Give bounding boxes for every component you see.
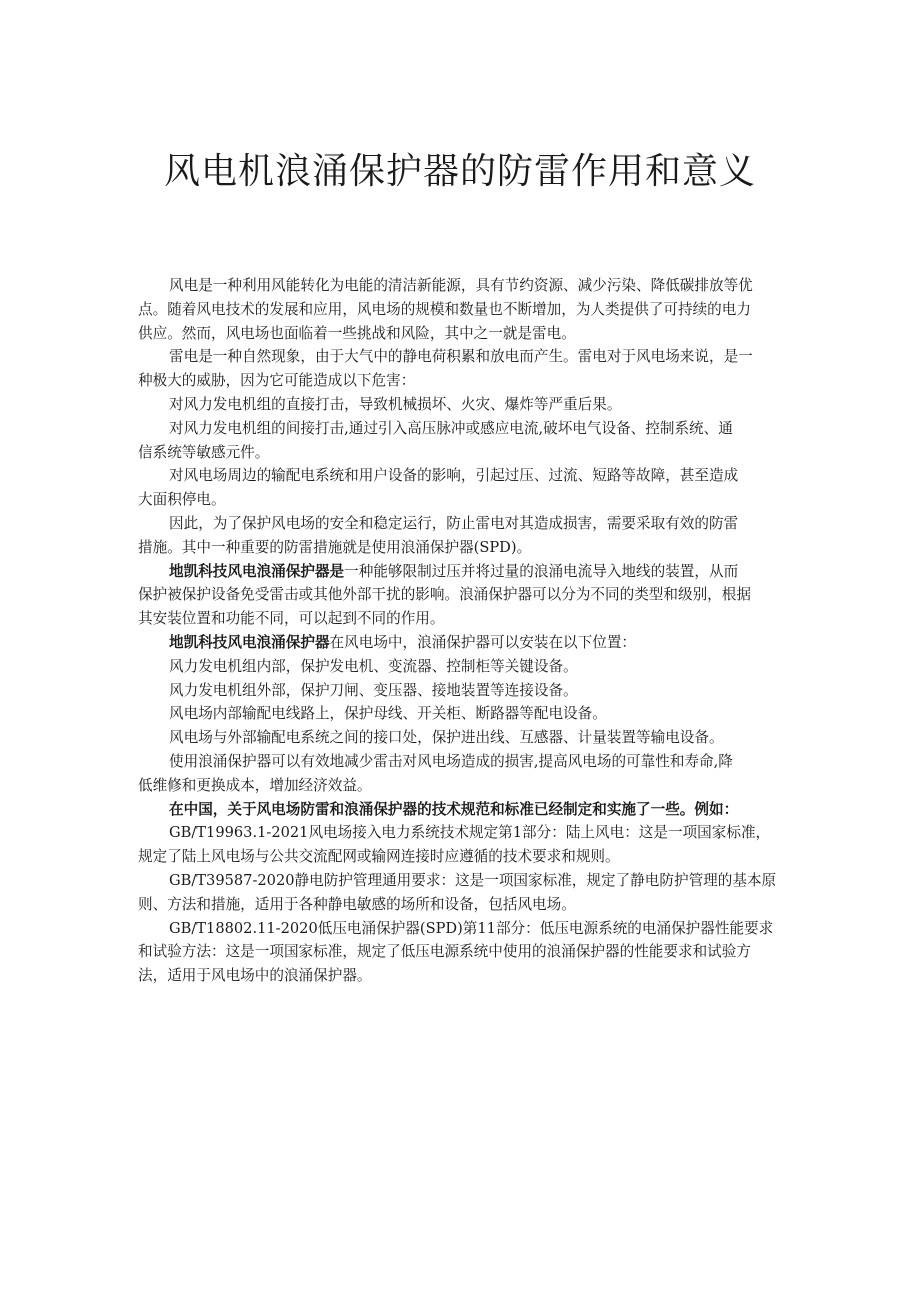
line-text: 信系统等敏感元件。 xyxy=(138,443,270,461)
text-line xyxy=(138,417,798,441)
line-text: 其安装位置和功能不同，可以起到不同的作用。 xyxy=(138,610,445,628)
text-line xyxy=(138,821,798,845)
text-line xyxy=(138,798,798,822)
text-line xyxy=(138,607,798,631)
line-text: 风电场内部输配电线路上，保护母线、开关柜、断路器等配电设备。 xyxy=(169,705,607,723)
text-line xyxy=(138,774,798,798)
line-text: 种极大的威胁，因为它可能造成以下危害： xyxy=(138,372,416,390)
line-text: 风电场与外部输配电系统之间的接口处，保护进出线、互感器、计量装置等输电设备。 xyxy=(169,729,724,747)
line-text: 供应。然而，风电场也面临着一些挑战和风险，其中之一就是雷电。 xyxy=(138,324,576,342)
bold-lead-text: 地凯科技风电浪涌保护器是 xyxy=(169,562,345,580)
line-text: 法，适用于风电场中的浪涌保护器。 xyxy=(138,967,372,985)
text-line xyxy=(138,322,798,346)
document-title: 风电机浪涌保护器的防雷作用和意义 xyxy=(163,151,756,192)
text-line xyxy=(138,464,798,488)
line-text: 低维修和更换成本，增加经济效益。 xyxy=(138,776,372,794)
text-line xyxy=(138,536,798,560)
text-line xyxy=(138,441,798,465)
document-body xyxy=(138,274,798,988)
text-line xyxy=(138,369,798,393)
line-text: 风力发电机组外部，保护刀闸、变压器、接地装置等连接设备。 xyxy=(169,681,578,699)
line-text: 措施。其中一种重要的防雷措施就是使用浪涌保护器(SPD)。 xyxy=(138,538,532,556)
line-text: 规定了陆上风电场与公共交流配网或输网连接时应遵循的技术要求和规则。 xyxy=(138,848,620,866)
line-text: 风力发电机组内部，保护发电机、变流器、控制柜等关键设备。 xyxy=(169,657,578,675)
text-line xyxy=(138,845,798,869)
line-text: 保护被保护设备免受雷击或其他外部干扰的影响。浪涌保护器可以分为不同的类型和级别，根据 xyxy=(138,586,751,604)
line-text: 对风电场周边的输配电系统和用户设备的影响，引起过压、过流、短路等故障，甚至造成 xyxy=(169,467,739,485)
bold-lead-text: 在中国，关于风电场防雷和浪涌保护器的技术规范和标准已经制定和实施了一些。例如： xyxy=(169,800,739,818)
line-text: GB/T19963.1-2021风电场接入电力系统技术规定第1部分：陆上风电：这是一项国家标准， xyxy=(169,824,771,842)
text-line xyxy=(138,345,798,369)
line-text: 点。随着风电技术的发展和应用，风电场的规模和数量也不断增加，为人类提供了可持续的电力 xyxy=(138,300,751,318)
line-text: 一种能够限制过压并将过量的浪涌电流导入地线的装置，从而 xyxy=(344,562,739,580)
text-line xyxy=(138,560,798,584)
text-line xyxy=(138,702,798,726)
text-line xyxy=(138,940,798,964)
line-text: 雷电是一种自然现象，由于大气中的静电荷积累和放电而产生。雷电对于风电场来说，是一 xyxy=(169,348,753,366)
line-text: 和试验方法：这是一项国家标准，规定了低压电源系统中使用的浪涌保护器的性能要求和试验方 xyxy=(138,943,751,961)
text-line xyxy=(138,274,798,298)
line-text: 在风电场中，浪涌保护器可以安装在以下位置： xyxy=(329,633,637,651)
text-line xyxy=(138,750,798,774)
line-text: 使用浪涌保护器可以有效地减少雷击对风电场造成的损害,提高风电场的可靠性和寿命,降 xyxy=(169,752,733,770)
line-text: 因此，为了保护风电场的安全和稳定运行，防止雷电对其造成损害，需要采取有效的防雷 xyxy=(169,514,739,532)
bold-lead-text: 地凯科技风电浪涌保护器 xyxy=(169,633,330,651)
text-line xyxy=(138,893,798,917)
text-line xyxy=(138,488,798,512)
text-line xyxy=(138,679,798,703)
text-line xyxy=(138,726,798,750)
text-line xyxy=(138,298,798,322)
text-line xyxy=(138,393,798,417)
text-line xyxy=(138,964,798,988)
text-line xyxy=(138,655,798,679)
text-line xyxy=(138,583,798,607)
line-text: 对风力发电机组的直接打击，导致机械损坏、火灾、爆炸等严重后果。 xyxy=(169,395,622,413)
line-text: 风电是一种利用风能转化为电能的清洁新能源，具有节约资源、减少污染、降低碳排放等优 xyxy=(169,277,753,294)
text-line xyxy=(138,869,798,893)
line-text: GB/T18802.11-2020低压电涌保护器(SPD)第11部分：低压电源系统的电涌保护器性能要求 xyxy=(169,919,774,937)
line-text: 对风力发电机组的间接打击,通过引入高压脉冲或感应电流,破坏电气设备、控制系统、通 xyxy=(169,419,733,437)
text-line xyxy=(138,631,798,655)
text-line xyxy=(138,917,798,941)
line-text: GB/T39587-2020静电防护管理通用要求：这是一项国家标准，规定了静电防护管理的基本原 xyxy=(169,871,777,889)
line-text: 大面积停电。 xyxy=(138,491,226,509)
text-line xyxy=(138,512,798,536)
line-text: 则、方法和措施，适用于各种静电敏感的场所和设备，包括风电场。 xyxy=(138,895,576,913)
